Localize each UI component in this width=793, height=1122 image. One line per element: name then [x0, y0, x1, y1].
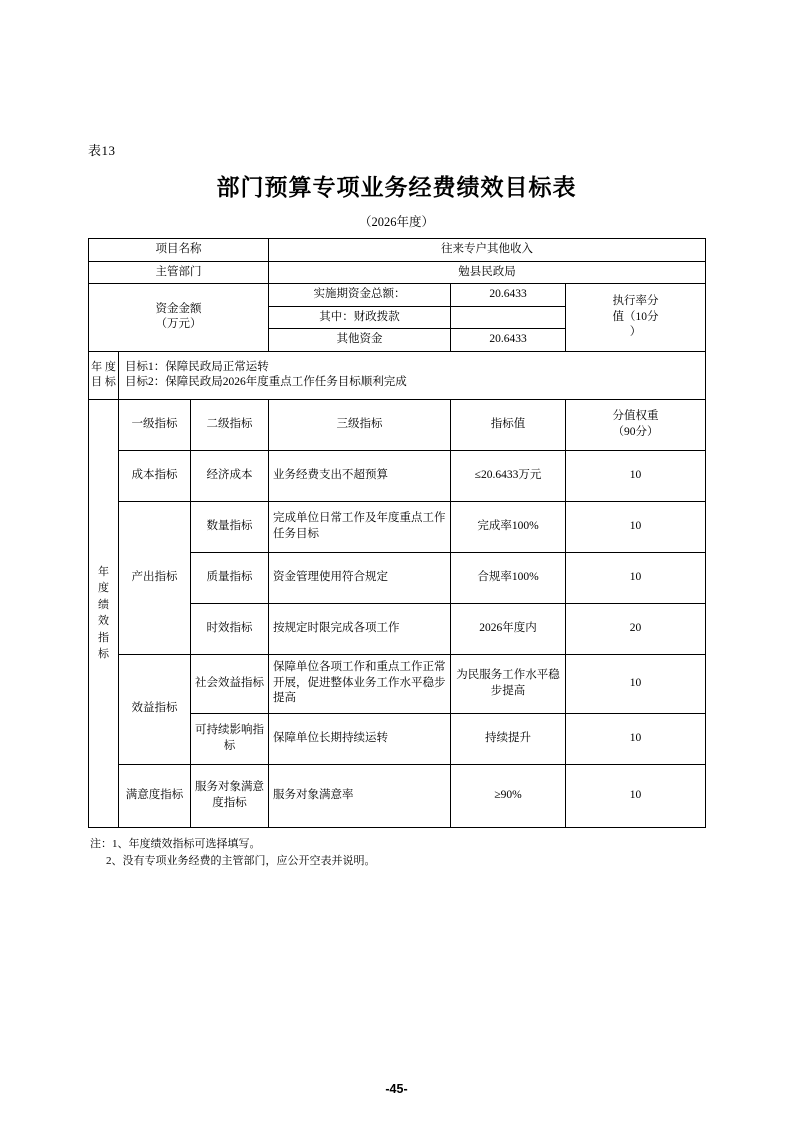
table-row-project-name	[89, 239, 706, 262]
indicator-level2: 社会效益指标	[191, 654, 269, 713]
indicator-level1-benefit: 效益指标	[119, 654, 191, 764]
indicator-level1-cost: 成本指标	[119, 450, 191, 501]
indicator-level2: 数量指标	[191, 501, 269, 552]
page-title: 部门预算专项业务经费绩效目标表	[216, 174, 577, 200]
annual-goal-item-0: 目标1：保障民政局正常运转	[125, 360, 269, 373]
indicator-weight: 10	[566, 654, 706, 713]
table-row	[89, 450, 706, 501]
fund-row-0-value: 20.6433	[451, 284, 566, 307]
execution-rate-label: 执行率分 值（10分 ）	[566, 284, 706, 352]
fund-row-1-value	[451, 306, 566, 329]
indicator-level3: 保障单位长期持续运转	[269, 713, 451, 764]
column-header-level2: 二级指标	[191, 399, 269, 450]
fund-row-1-label: 其中：财政拨款	[269, 306, 451, 329]
table-label: 表13	[88, 143, 116, 158]
indicator-level3: 服务对象满意率	[269, 764, 451, 827]
column-header-weight: 分值权重 （90分）	[566, 399, 706, 450]
indicator-level3: 保障单位各项工作和重点工作正常开展，促进整体业务工作水平稳步提高	[269, 654, 451, 713]
department-value: 勉县民政局	[269, 261, 706, 284]
indicator-level2: 质量指标	[191, 552, 269, 603]
table-row-annual-goal	[89, 351, 706, 399]
project-name-label: 项目名称	[89, 239, 269, 262]
indicator-value: 持续提升	[451, 713, 566, 764]
indicator-weight: 10	[566, 764, 706, 827]
indicator-level3: 完成单位日常工作及年度重点工作任务目标	[269, 501, 451, 552]
indicator-level1-output: 产出指标	[119, 501, 191, 654]
project-name-value: 往来专户其他收入	[269, 239, 706, 262]
fund-row-2-value: 20.6433	[451, 329, 566, 352]
column-header-level1: 一级指标	[119, 399, 191, 450]
indicator-value: 合规率100%	[451, 552, 566, 603]
budget-performance-table	[88, 238, 706, 828]
department-label: 主管部门	[89, 261, 269, 284]
indicator-side-label: 年 度 绩 效 指 标	[89, 399, 119, 827]
annual-goal-side-label: 年 度 目 标	[89, 351, 119, 399]
table-row	[89, 501, 706, 552]
indicator-level2: 经济成本	[191, 450, 269, 501]
fund-row-0-label: 实施期资金总额：	[269, 284, 451, 307]
indicator-value: 为民服务工作水平稳步提高	[451, 654, 566, 713]
table-notes	[88, 836, 705, 871]
note-line-2: 2、没有专项业务经费的主管部门，应公开空表并说明。	[106, 855, 376, 868]
column-header-level3: 三级指标	[269, 399, 451, 450]
indicator-value: 2026年度内	[451, 603, 566, 654]
annual-goal-item-1: 目标2：保障民政局2026年度重点工作任务目标顺利完成	[125, 376, 407, 389]
note-line-1: 注：1、年度绩效指标可选择填写。	[90, 837, 261, 850]
annual-goal-content	[119, 351, 706, 399]
table-row-indicator-header	[89, 399, 706, 450]
table-row-fund-total	[89, 284, 706, 307]
fund-amount-label: 资金金额 （万元）	[89, 284, 269, 352]
indicator-weight: 10	[566, 450, 706, 501]
indicator-value: 完成率100%	[451, 501, 566, 552]
indicator-value: ≤20.6433万元	[451, 450, 566, 501]
indicator-weight: 10	[566, 501, 706, 552]
table-row-department	[89, 261, 706, 284]
table-row	[89, 764, 706, 827]
page-subtitle: （2026年度）	[358, 215, 434, 229]
indicator-level2: 可持续影响指标	[191, 713, 269, 764]
indicator-level2: 时效指标	[191, 603, 269, 654]
indicator-weight: 10	[566, 552, 706, 603]
indicator-level3: 按规定时限完成各项工作	[269, 603, 451, 654]
table-row	[89, 654, 706, 713]
indicator-level1-satisfaction: 满意度指标	[119, 764, 191, 827]
indicator-value: ≥90%	[451, 764, 566, 827]
indicator-level3: 业务经费支出不超预算	[269, 450, 451, 501]
page-number: -45-	[385, 1082, 408, 1096]
indicator-weight: 10	[566, 713, 706, 764]
fund-row-2-label: 其他资金	[269, 329, 451, 352]
indicator-level2: 服务对象满意度指标	[191, 764, 269, 827]
column-header-value: 指标值	[451, 399, 566, 450]
indicator-level3: 资金管理使用符合规定	[269, 552, 451, 603]
indicator-weight: 20	[566, 603, 706, 654]
